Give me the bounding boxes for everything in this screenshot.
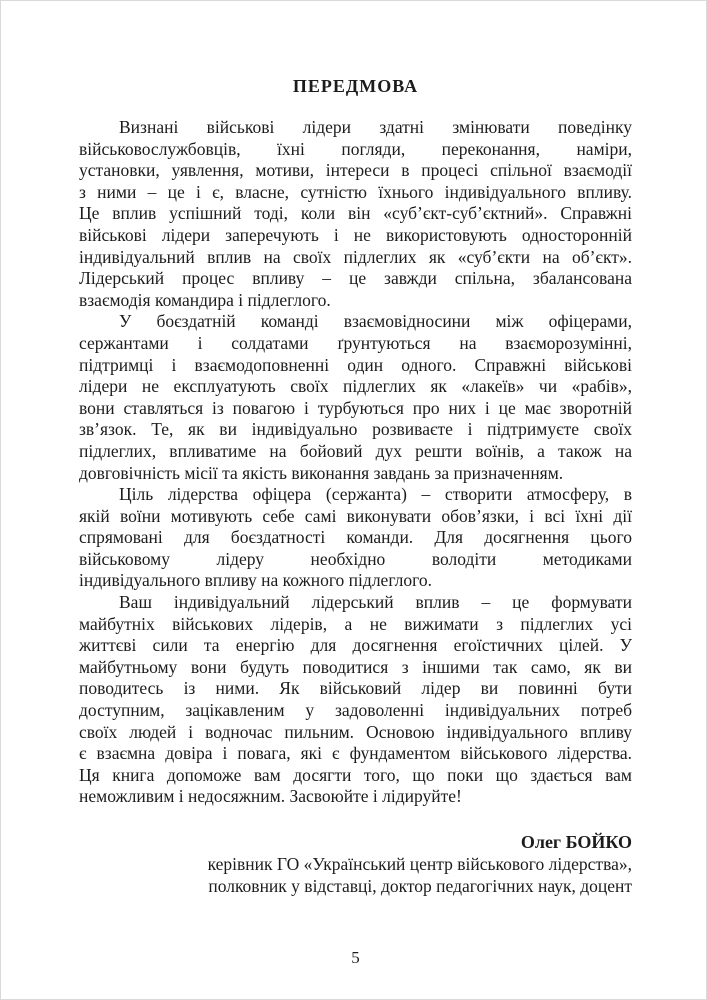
text-line: військові лідери заперечують і не використовують односторонній — [79, 224, 632, 245]
text-line: військовому лідеру необхідно володіти методиками — [79, 548, 632, 569]
body-paragraphs — [79, 117, 632, 808]
text-line: Визнані військові лідери здатні змінювати поведінку — [119, 117, 632, 137]
text-line: зв’язок. Те, як ви індивідуально розвиваєте і підтримуєте своїх — [79, 419, 632, 440]
text-line: неможливим і недосяжним. Засвоюйте і лідируйте! — [79, 786, 462, 807]
author-role-line: керівник ГО «Український центр військового лідерства», — [207, 854, 632, 874]
text-line: вони ставляться із повагою і турбуються про них і це має зворотній — [79, 397, 632, 418]
text-line: індивідуального впливу на кожного підлеглого. — [79, 570, 432, 591]
author-role-lines — [79, 853, 632, 897]
text-line: підлеглих, впливатиме на бойовий дух решти воїнів, а також на — [79, 440, 632, 461]
text-line: майбутньому вони будуть поводитися з іншими так само, як ви — [79, 656, 632, 677]
text-line: своїх людей і водночас пильним. Основою індивідуального впливу — [79, 721, 632, 742]
signature-block — [79, 831, 632, 897]
text-line: індивідуальний вплив на своїх підлеглих як «суб’єкти на об’єкт». — [79, 246, 632, 267]
text-line: підтримці і взаємодоповненні один одного. Справжні військові — [79, 354, 632, 375]
text-line: з ними – це і є, власне, сутністю їхнього індивідуального впливу. — [79, 181, 632, 202]
paragraph — [79, 592, 632, 808]
text-line: доступним, зацікавленим у задоволенні індивідуальних потреб — [79, 700, 632, 721]
text-line: установки, уявлення, мотиви, інтереси в процесі спільної взаємодії — [79, 160, 632, 181]
text-line: Лідерський процес впливу – це завжди спільна, збалансована — [79, 268, 632, 289]
page-title: ПЕРЕДМОВА — [292, 76, 419, 96]
text-line: У боєздатній команді взаємовідносини між офіцерами, — [119, 311, 632, 332]
author-name: Олег БОЙКО — [520, 832, 632, 852]
text-line: сержантами і солдатами ґрунтуються на взаєморозумінні, — [79, 332, 632, 353]
author-role-line: полковник у відставці, доктор педагогічних наук, доцент — [208, 876, 632, 896]
text-line: Ціль лідерства офіцера (сержанта) – створити атмосферу, в — [119, 484, 632, 505]
text-line: спрямовані для боєздатності команди. Для досягнення цього — [79, 527, 632, 548]
text-line: Це вплив успішний тоді, коли він «суб’єкт-суб’єктний». Справжні — [79, 203, 632, 224]
paragraph — [79, 117, 632, 311]
text-line: якій воїни мотивують себе самі виконувати обов’язки, і всі їхні дії — [79, 505, 632, 526]
text-line: Ваш індивідуальний лідерський вплив – це формувати — [119, 592, 632, 613]
text-line: поводитесь із ними. Як військовий лідер ви повинні бути — [79, 678, 632, 699]
text-line: Ця книга допоможе вам досягти того, що поки що здається вам — [79, 764, 632, 785]
text-line: довговічність місії та якість виконання завдань за призначенням. — [79, 462, 564, 483]
text-line: військовослужбовців, їхні погляди, переконання, наміри, — [79, 138, 632, 159]
text-line: майбутніх військових лідерів, а не вижимати з підлеглих усі — [79, 613, 632, 634]
text-line: лідери не експлуатують своїх підлеглих як «лакеїв» чи «рабів», — [79, 376, 632, 397]
page-number: 5 — [351, 948, 360, 967]
paragraph — [79, 484, 632, 592]
paragraph — [79, 311, 632, 484]
text-line: життєві сили та енергію для досягнення егоїстичних цілей. У — [79, 635, 632, 656]
text-line: є взаємна довіра і повага, які є фундаментом військового лідерства. — [79, 743, 632, 764]
text-line: взаємодія командира і підлеглого. — [79, 289, 331, 310]
